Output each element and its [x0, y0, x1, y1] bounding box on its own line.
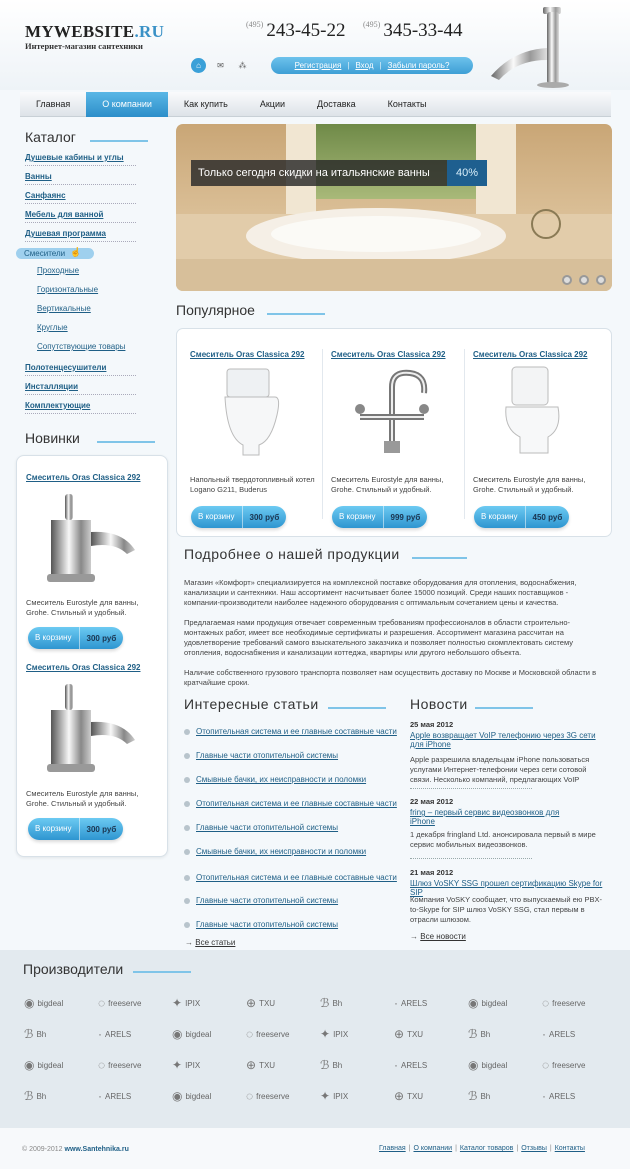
manufacturers-title-line: [133, 971, 191, 973]
cursor-hand-icon: ☝: [70, 247, 82, 257]
slider-dot[interactable]: [562, 275, 572, 285]
footer-link-home[interactable]: Главная: [379, 1145, 406, 1152]
cart-label: В корзину: [28, 627, 80, 649]
news-date: 22 мая 2012: [410, 797, 454, 806]
news-divider: [410, 858, 532, 859]
site-logo[interactable]: [25, 22, 164, 42]
manufacturer-logo-text: bigdeal: [37, 1060, 64, 1070]
footer-link-catalog[interactable]: Каталог товаров: [459, 1145, 514, 1152]
manufacturers-title: Производители: [23, 961, 124, 977]
article-link-label: Главные части отопительной системы: [196, 823, 339, 832]
news-text: Apple разрешила владельцам iPhone пользоваться услугами Интернет-телефонии через сети сотовой связи. Несколько компаний, предлагающих VoIP: [410, 755, 590, 784]
manufacturer-logo[interactable]: [24, 993, 104, 1013]
faucet-product-image: [348, 365, 438, 460]
manufacturer-logo-icon: ◌: [246, 1027, 254, 1041]
manufacturer-logo[interactable]: [394, 1024, 474, 1044]
manufacturer-logo-text: IPIX: [185, 998, 201, 1008]
mail-icon[interactable]: ✉: [217, 61, 224, 70]
catalog-item[interactable]: [25, 363, 136, 376]
nav-item-how-to-buy[interactable]: Как купить: [183, 99, 228, 109]
manufacturer-logo-icon: ◌: [542, 1058, 550, 1072]
toilet-product-image: [207, 365, 297, 460]
manufacturer-logo-text: bigdeal: [185, 1091, 212, 1101]
manufacturer-logo[interactable]: [320, 993, 400, 1013]
manufacturer-logo-icon: ℬ: [24, 1027, 34, 1041]
catalog-item[interactable]: [25, 153, 136, 166]
manufacturer-logo[interactable]: [172, 1086, 252, 1106]
article-link[interactable]: [185, 799, 397, 808]
manufacturer-logo-text: IPIX: [333, 1029, 349, 1039]
bathroom-image: [176, 124, 612, 291]
news-date: 25 мая 2012: [410, 720, 454, 729]
manufacturer-logo[interactable]: [394, 1055, 474, 1075]
article-link-label: Отопительная система и ее главные составные части: [196, 727, 397, 736]
catalog-subitem[interactable]: Проходные: [37, 266, 80, 275]
catalog-item[interactable]: [25, 191, 136, 204]
novelties-title: Новинки: [25, 430, 80, 446]
catalog-item-label: Инсталляции: [25, 382, 78, 391]
manufacturer-logo-text: Bh: [36, 1091, 47, 1101]
manufacturer-logo[interactable]: [320, 1024, 400, 1044]
manufacturer-logo-text: IPIX: [185, 1060, 201, 1070]
popular-product: [177, 329, 320, 538]
forgot-password-link[interactable]: Забыли пароль?: [387, 61, 450, 70]
faucet-image: [483, 4, 623, 89]
manufacturer-logo-icon: ·: [98, 1089, 102, 1103]
manufacturer-logo-icon: ℬ: [468, 1089, 478, 1103]
catalog-item-label: Душевая программа: [25, 229, 106, 238]
banner-caption-text: Только сегодня скидки на итальянские ванны: [198, 167, 430, 179]
manufacturer-logo-text: TXU: [259, 1060, 276, 1070]
article-link[interactable]: [185, 920, 338, 929]
articles-title: Интересные статьи: [184, 696, 319, 712]
novelty-title-link[interactable]: Смеситель Oras Classica 292: [26, 663, 141, 672]
article-link[interactable]: [185, 896, 338, 905]
manufacturer-logo-icon: ✦: [320, 1027, 331, 1041]
manufacturer-logo-text: freeserve: [108, 1060, 142, 1070]
arrow-right-icon: →: [410, 932, 421, 941]
catalog-item-label: Душевые кабины и углы: [25, 153, 124, 162]
manufacturer-logo[interactable]: [468, 993, 548, 1013]
promo-banner[interactable]: [176, 124, 612, 291]
manufacturer-logo-icon: ⊕: [246, 996, 257, 1010]
nav-item-about[interactable]: О компании: [86, 92, 168, 117]
faucet-product-image: [37, 490, 142, 590]
phone-2-code: (495): [363, 20, 381, 29]
manufacturer-logo-text: bigdeal: [37, 998, 64, 1008]
manufacturer-logo-icon: ◌: [542, 996, 550, 1010]
catalog-item-label: Санфаянс: [25, 191, 66, 200]
news-text: Компания VoSKY сообщает, что выпускаемый ею PBX-to-Skype for SIP шлюз VoSKY SSG, стал первым в отрасли шлюзом.: [410, 895, 602, 924]
news-title-line: [475, 707, 533, 709]
manufacturer-logo-text: freeserve: [552, 998, 586, 1008]
manufacturer-logo-icon: ℬ: [468, 1027, 478, 1041]
price-label: 300 руб: [249, 512, 280, 522]
add-to-cart-button[interactable]: [28, 627, 123, 649]
manufacturer-logo-icon: ◉: [172, 1089, 183, 1103]
manufacturer-logo-text: freeserve: [552, 1060, 586, 1070]
manufacturer-logo-text: Bh: [480, 1029, 491, 1039]
catalog-item[interactable]: [25, 172, 136, 185]
article-link-label: Отопительная система и ее главные составные части: [196, 799, 397, 808]
manufacturer-logo-icon: ◉: [172, 1027, 183, 1041]
manufacturer-logo-icon: ℬ: [320, 1058, 330, 1072]
catalog-title-line: [90, 140, 148, 142]
manufacturer-logo-text: ARELS: [401, 1060, 428, 1070]
slider-dot[interactable]: [596, 275, 606, 285]
catalog-item[interactable]: [25, 401, 136, 414]
faucet-product-image: [37, 680, 142, 780]
about-title: Подробнее о нашей продукции: [184, 546, 400, 562]
manufacturer-logo-text: ARELS: [105, 1029, 132, 1039]
novelty-title-link[interactable]: Смеситель Oras Classica 292: [26, 473, 141, 482]
footer-link-reviews[interactable]: Отзывы: [521, 1145, 547, 1152]
popular-title-line: [267, 313, 325, 315]
article-link-label: Отопительная система и ее главные составные части: [196, 873, 397, 882]
register-link[interactable]: Регистрация: [294, 61, 342, 70]
sitemap-icon[interactable]: ⁂: [238, 61, 247, 70]
manufacturer-logo-icon: ◉: [468, 1058, 479, 1072]
article-link[interactable]: [185, 727, 397, 736]
catalog-item-label: Мебель для ванной: [25, 210, 104, 219]
manufacturer-logo-text: bigdeal: [185, 1029, 212, 1039]
all-articles-label: Все статьи: [195, 938, 236, 947]
manufacturer-logo[interactable]: [98, 993, 178, 1013]
manufacturer-logo-text: ARELS: [549, 1029, 576, 1039]
manufacturer-logo-text: freeserve: [108, 998, 142, 1008]
manufacturer-logo[interactable]: [542, 1086, 622, 1106]
manufacturer-logo[interactable]: [24, 1055, 104, 1075]
cart-label: В корзину: [191, 506, 243, 528]
articles-title-line: [328, 707, 386, 709]
news-link[interactable]: Шлюз VoSKY SSG прошел сертификацию Skype for SIP: [410, 879, 603, 897]
price-label: 999 руб: [390, 512, 421, 522]
footer-link-contacts[interactable]: Контакты: [554, 1145, 585, 1152]
manufacturer-logo[interactable]: [394, 993, 474, 1013]
add-to-cart-button[interactable]: [191, 506, 286, 528]
logo-tld-text: .RU: [134, 22, 165, 41]
arrow-right-icon: →: [185, 938, 196, 947]
article-link-label: Смывные бачки, их неисправности и поломки: [196, 847, 367, 856]
manufacturer-logo[interactable]: [246, 1055, 326, 1075]
manufacturer-logo-text: TXU: [407, 1091, 424, 1101]
manufacturer-logo-text: ARELS: [401, 998, 428, 1008]
manufacturer-logo-text: IPIX: [333, 1091, 349, 1101]
product-title-link[interactable]: Смеситель Oras Classica 292: [473, 350, 588, 359]
news-text: 1 декабря fringland Ltd. анонсировала первый в мире сервис мобильных видеозвонков.: [410, 830, 596, 849]
add-to-cart-button[interactable]: [28, 818, 123, 840]
footer-link-about[interactable]: О компании: [413, 1145, 453, 1152]
toilet-product-image: [490, 365, 580, 460]
catalog-item-label: Комплектующие: [25, 401, 91, 410]
manufacturer-logo-icon: ·: [542, 1027, 546, 1041]
article-link[interactable]: [185, 873, 397, 882]
manufacturer-logo[interactable]: [320, 1055, 400, 1075]
manufacturer-logo-text: TXU: [259, 998, 276, 1008]
manufacturer-logo-icon: ◌: [98, 996, 106, 1010]
manufacturer-logo-text: ARELS: [549, 1091, 576, 1101]
manufacturer-logo[interactable]: [542, 993, 622, 1013]
catalog-item-label: Полотенцесушители: [25, 363, 107, 372]
popular-product: [318, 329, 461, 538]
news-link[interactable]: fring – первый сервис видеозвонков для iPhone: [410, 808, 560, 826]
popular-box: [176, 328, 612, 537]
article-link[interactable]: [185, 751, 338, 760]
article-link-label: Главные части отопительной системы: [196, 920, 339, 929]
nav-item-delivery[interactable]: Доставка: [317, 99, 356, 109]
manufacturer-logo-text: Bh: [332, 998, 343, 1008]
nav-item-promotions[interactable]: Акции: [259, 99, 285, 109]
all-news-label: Все новости: [420, 932, 466, 941]
popular-product: [460, 329, 603, 538]
manufacturer-logo-text: ARELS: [105, 1091, 132, 1101]
cart-label: В корзину: [332, 506, 384, 528]
manufacturer-logo-icon: ⊕: [246, 1058, 257, 1072]
article-link[interactable]: [185, 775, 366, 784]
manufacturer-logo[interactable]: [98, 1024, 178, 1044]
footer-site-link[interactable]: www.Santehnika.ru: [64, 1146, 129, 1153]
banner-discount: 40%: [447, 160, 487, 186]
manufacturer-logo[interactable]: [246, 993, 326, 1013]
manufacturer-logo-icon: ✦: [172, 996, 183, 1010]
news-divider: [410, 788, 532, 789]
catalog-item[interactable]: [25, 229, 136, 242]
about-paragraph: Предлагаемая нами продукция отвечает современным требованиям профессионалов в области строительно-монтажных работ, имеет все необходимые сертификаты и разрешения. Ассортимент магазина рассчитан на удовлетворение требований самого взыскательного заказчика и позволяет полностью скомплектовать систему отопления, водоснабжения и канализации коттеджа, квартиры или другого небольшого объекта.: [184, 618, 573, 657]
footer-links: Главная | О компании | Каталог товаров | Отзывы | Контакты: [376, 1145, 588, 1152]
footer-copyright: [22, 1146, 129, 1153]
cart-label: В корзину: [474, 506, 526, 528]
nav-item-contacts[interactable]: Контакты: [387, 99, 427, 109]
product-description: Смеситель Eurostyle для ванны, Grohe. Стильный и удобный.: [473, 475, 586, 494]
all-articles-link[interactable]: [185, 938, 235, 947]
manufacturer-logo[interactable]: [542, 1024, 622, 1044]
manufacturer-logo-text: Bh: [480, 1091, 491, 1101]
manufacturer-logo-text: TXU: [407, 1029, 424, 1039]
manufacturer-logo[interactable]: [98, 1086, 178, 1106]
catalog-subitem[interactable]: Вертикальные: [37, 304, 91, 313]
manufacturer-logo-icon: ◉: [24, 996, 35, 1010]
manufacturer-logo-text: Bh: [36, 1029, 47, 1039]
article-link-label: Главные части отопительной системы: [196, 896, 339, 905]
manufacturer-logo[interactable]: [468, 1055, 548, 1075]
add-to-cart-button[interactable]: [474, 506, 569, 528]
auth-bar: [271, 57, 473, 74]
manufacturer-logo[interactable]: [394, 1086, 474, 1106]
article-link[interactable]: [185, 847, 366, 856]
manufacturer-logo[interactable]: [468, 1086, 548, 1106]
manufacturer-logo-icon: ◌: [246, 1089, 254, 1103]
main-nav: [20, 92, 611, 117]
about-paragraph: Наличие собственного грузового транспорта позволяет нам осуществить доставку по Москве и Московской области в кратчайшие сроки.: [184, 668, 597, 687]
manufacturer-logo[interactable]: [172, 1024, 252, 1044]
catalog-item[interactable]: [25, 210, 136, 223]
manufacturer-logo[interactable]: [172, 1055, 252, 1075]
cart-label: В корзину: [28, 818, 80, 840]
all-news-link[interactable]: [410, 932, 466, 941]
banner-caption: [191, 160, 487, 186]
manufacturer-logo[interactable]: [246, 1086, 326, 1106]
manufacturer-logo-icon: ◉: [468, 996, 479, 1010]
price-label: 450 руб: [532, 512, 563, 522]
manufacturer-logo-icon: ·: [394, 996, 398, 1010]
logo-main-text: MYWEBSITE: [25, 22, 135, 41]
manufacturer-logo[interactable]: [468, 1024, 548, 1044]
manufacturer-logo-icon: ·: [394, 1058, 398, 1072]
manufacturer-logo-icon: ◉: [24, 1058, 35, 1072]
nav-item-home[interactable]: Главная: [36, 99, 71, 109]
catalog-subitem[interactable]: Сопутствующие товары: [37, 342, 126, 351]
catalog-subitem[interactable]: Горизонтальные: [37, 285, 99, 294]
manufacturer-logo-icon: ⊕: [394, 1027, 405, 1041]
about-title-line: [412, 557, 467, 559]
manufacturer-logo-icon: ✦: [172, 1058, 183, 1072]
slider-dot[interactable]: [579, 275, 589, 285]
article-link[interactable]: [185, 823, 338, 832]
news-date: 21 мая 2012: [410, 868, 454, 877]
popular-title: Популярное: [176, 302, 255, 318]
manufacturer-logo[interactable]: [24, 1086, 104, 1106]
product-description: Смеситель Eurostyle для ванны, Grohe. Стильный и удобный.: [331, 475, 444, 494]
manufacturer-logo-icon: ℬ: [320, 996, 330, 1010]
manufacturer-logo[interactable]: [246, 1024, 326, 1044]
manufacturer-logo[interactable]: [542, 1055, 622, 1075]
manufacturer-logo-text: bigdeal: [481, 1060, 508, 1070]
copyright-text: © 2009-2012: [22, 1146, 63, 1153]
manufacturer-logo-icon: ✦: [320, 1089, 331, 1103]
price-label: 300 руб: [86, 633, 117, 643]
auth-separator: |: [379, 61, 382, 70]
manufacturer-logo[interactable]: [98, 1055, 178, 1075]
novelty-description: Смеситель Eurostyle для ванны, Grohe. Стильный и удобный.: [26, 598, 139, 617]
phone-1-number: 243-45-22: [266, 20, 346, 41]
manufacturer-logo[interactable]: [320, 1086, 400, 1106]
catalog-title: Каталог: [25, 129, 76, 145]
article-link-label: Главные части отопительной системы: [196, 751, 339, 760]
about-paragraph: Магазин «Комфорт» специализируется на комплексной поставке оборудования для отопления, водоснабжения, канализации и сантехники. Наш ассортимент насчитывает более 15000 позиций. Среди наших поставщиков - компании-производители наиболее надежного оборудования с оптимальным сочетанием цены и качества.: [184, 578, 577, 607]
manufacturer-logo-icon: ℬ: [24, 1089, 34, 1103]
auth-separator: |: [347, 61, 350, 70]
price-label: 300 руб: [86, 824, 117, 834]
novelty-description: Смеситель Eurostyle для ванны, Grohe. Стильный и удобный.: [26, 789, 139, 808]
add-to-cart-button[interactable]: [332, 506, 427, 528]
product-title-link[interactable]: Смеситель Oras Classica 292: [190, 350, 305, 359]
catalog-item-active[interactable]: Смесители: [16, 248, 94, 259]
manufacturer-logo-text: freeserve: [256, 1029, 290, 1039]
manufacturer-logo-icon: ◌: [98, 1058, 106, 1072]
phone-2-number: 345-33-44: [383, 20, 463, 41]
manufacturer-logo-text: Bh: [332, 1060, 343, 1070]
catalog-item-label: Ванны: [25, 172, 52, 181]
manufacturer-logo-icon: ·: [98, 1027, 102, 1041]
site-tagline: Интернет-магазин сантехники: [25, 41, 143, 51]
news-link[interactable]: Apple возвращает VoIP телефонию через 3G сети для iPhone: [410, 731, 596, 749]
novelties-title-line: [97, 441, 155, 443]
login-link[interactable]: Вход: [355, 61, 374, 70]
phone-1: [246, 20, 345, 42]
catalog-subitem[interactable]: Круглые: [37, 323, 68, 332]
manufacturer-logo-icon: ⊕: [394, 1089, 405, 1103]
manufacturer-logo-text: bigdeal: [481, 998, 508, 1008]
product-description: Напольный твердотопливный котел Logano G211, Buderus: [190, 475, 315, 494]
novelties-box: [16, 455, 168, 857]
article-link-label: Смывные бачки, их неисправности и поломки: [196, 775, 367, 784]
product-title-link[interactable]: Смеситель Oras Classica 292: [331, 350, 446, 359]
manufacturer-logo[interactable]: [172, 993, 252, 1013]
news-title: Новости: [410, 696, 468, 712]
manufacturer-logo[interactable]: [24, 1024, 104, 1044]
manufacturer-logo-text: freeserve: [256, 1091, 290, 1101]
catalog-item[interactable]: [25, 382, 136, 395]
phone-1-code: (495): [246, 20, 264, 29]
phone-2: [363, 20, 462, 42]
home-icon[interactable]: ⌂: [191, 58, 206, 73]
manufacturer-logo-icon: ·: [542, 1089, 546, 1103]
